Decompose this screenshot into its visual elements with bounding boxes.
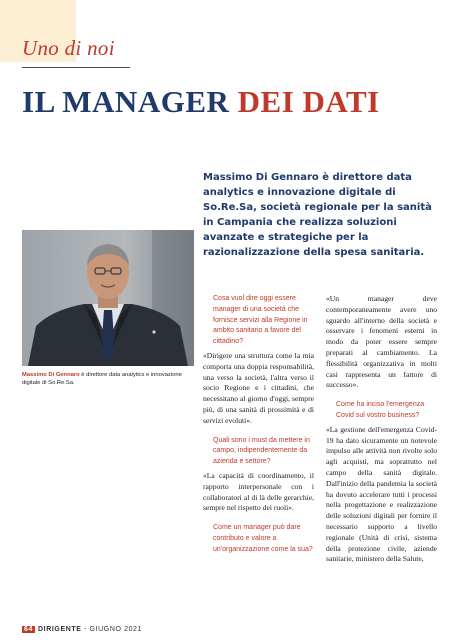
interview-answer: «Dirigere una struttura come la mia comporta una doppia responsabilità, una verso la società, l'altra verso il socio Regione e i cittadini, che necessitano al giorno d'oggi, sempre più, di una sanità di prossimità e di servizi evoluti». xyxy=(203,350,314,425)
section-rule xyxy=(22,67,130,68)
magazine-name: DIRIGENTE xyxy=(38,626,82,633)
interview-question: Cosa vuol dire oggi essere manager di una società che fornisce servizi alla Regione in ambito sanitario a favore del cittadino? xyxy=(213,295,308,346)
section-tag: Uno di noi xyxy=(22,36,115,60)
page-footer xyxy=(22,626,142,633)
interview-question: Come un manager può dare contributo e valore a un'organizzazione come la sua? xyxy=(213,524,313,553)
interview-answer: «Un manager deve contemporaneamente avere uno sguardo all'interno della società e osservare i fenomeni esterni in modo da poter essere sempre preparati al cambiamento. La flessibilità organizzativa in molti casi rappresenta un fattore di successo». xyxy=(326,294,437,390)
interview-answer: «La gestione dell'emergenza Covid-19 ha dato sicuramente un notevole impulso alle attività non rivolte solo agli acquisti, ma soprattutto nel campo della sanità digitale. Dall'inizio della pandemia la società ha dovuto accelerare tutti i processi nella progettazione e realizzazione delle soluzioni digitali per fornire il necessario supporto a livello regionale (Unità di crisi, sistema della protezione civile, aziende sanitarie, ministero della Salute, xyxy=(326,424,437,564)
portrait-illustration xyxy=(22,230,194,366)
caption-text: è direttore data analytics e innovazione digitale di So.Re.Sa. xyxy=(22,372,182,386)
article-column-middle xyxy=(203,294,314,559)
issue-date: - GIUGNO 2021 xyxy=(81,626,143,633)
interview-question: Come ha inciso l'emergenza Covid sul vostro business? xyxy=(336,401,425,419)
caption-name: Massimo Di Gennaro xyxy=(22,372,80,378)
article-column-right xyxy=(326,294,437,574)
article-headline xyxy=(22,84,380,120)
lead-paragraph: Massimo Di Gennaro è direttore data analytics e innovazione digitale di So.Re.Sa, società regionale per la sanità in Campania che realizza soluzioni avanzate e strategiche per la razionalizzazione della spesa sanitaria. xyxy=(203,172,432,258)
page-number: 64 xyxy=(24,626,33,633)
photo-caption xyxy=(22,371,194,387)
headline-part-2: DEI DATI xyxy=(237,84,380,119)
portrait-photo xyxy=(22,230,194,366)
interview-answer: «La capacità di coordinamento, il rapporto interpersonale con i collaboratori al di là delle gerarchie, sempre nel rispetto dei ruoli». xyxy=(203,470,314,513)
headline-part-1: IL MANAGER xyxy=(22,84,238,119)
interview-question: Quali sono i must da mettere in campo, indipendentemente da azienda e settore? xyxy=(213,436,310,466)
